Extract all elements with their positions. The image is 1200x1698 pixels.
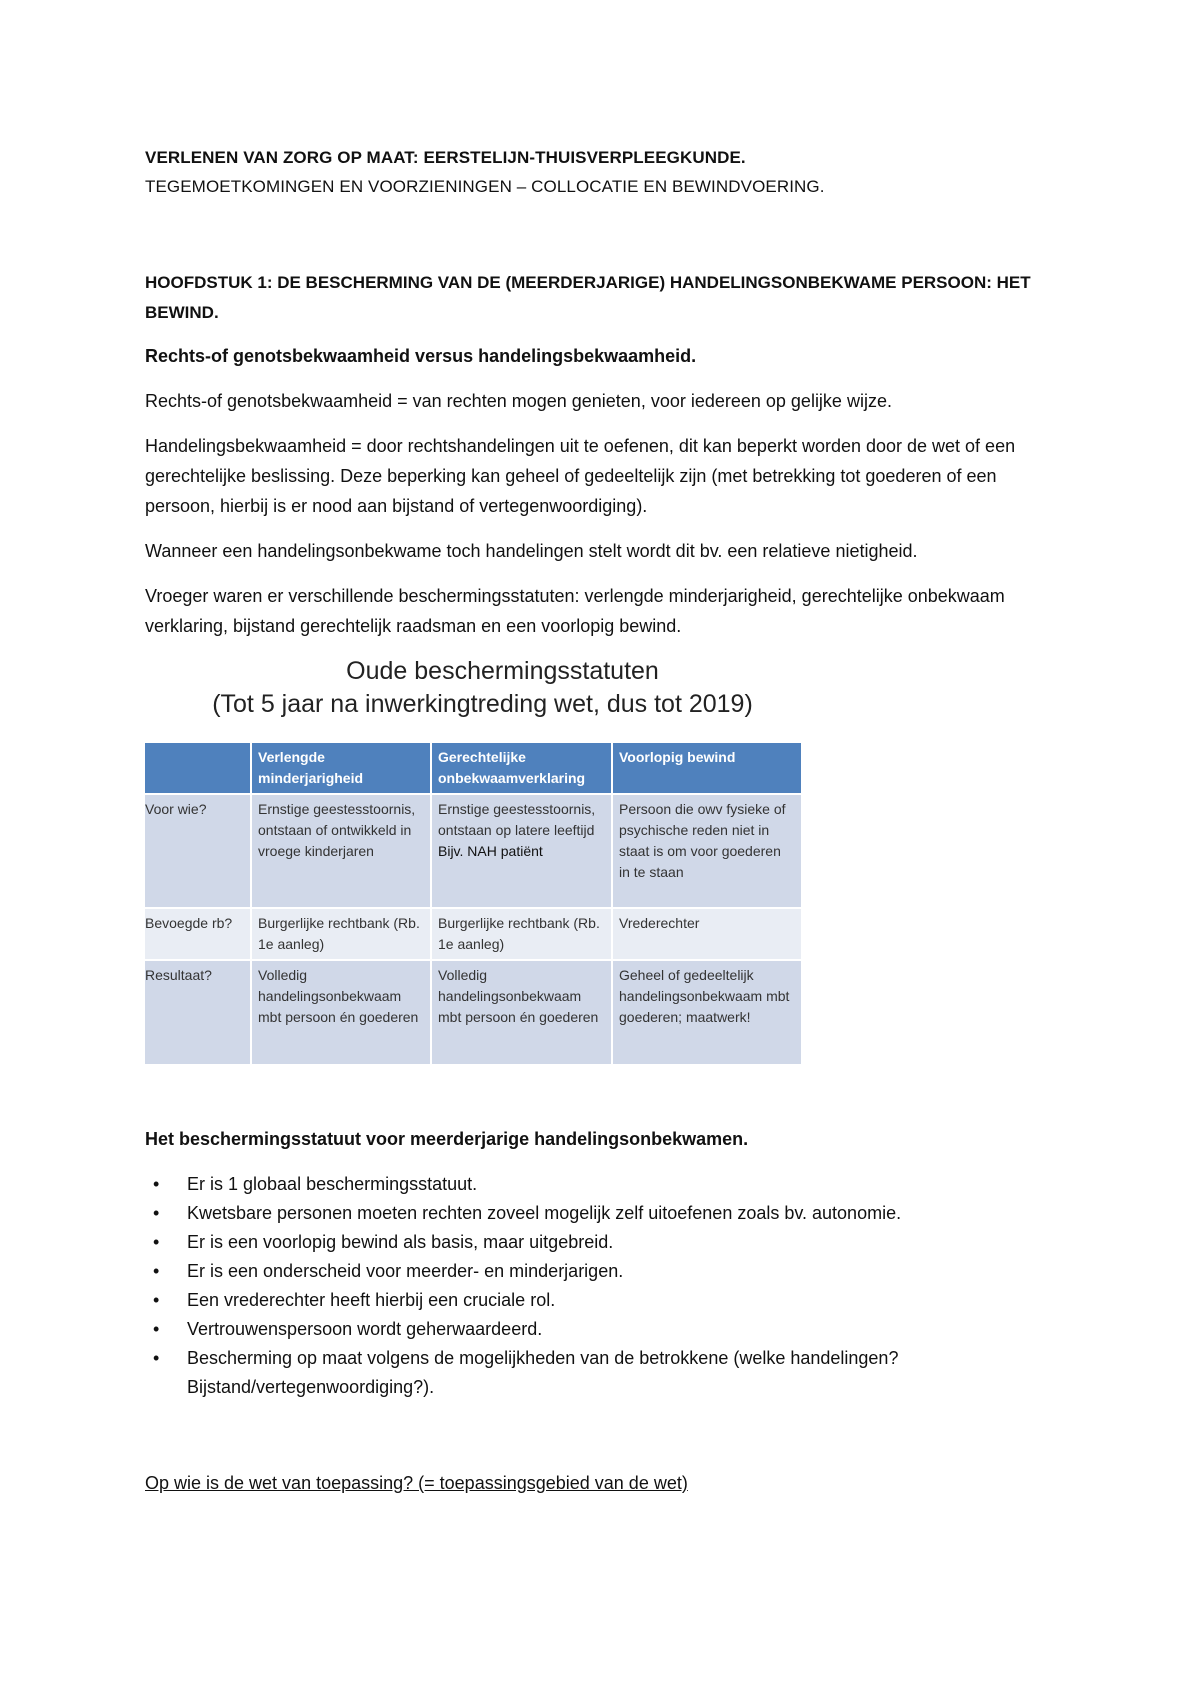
list-item: • Er is een voorlopig bewind als basis, maar uitgebreid. (145, 1228, 1045, 1257)
table-row-label: Voor wie? (145, 794, 251, 908)
paragraph-beschermingsstatuten: Vroeger waren er verschillende beschermingsstatuten: verlengde minderjarigheid, gerechtelijke onbekwaam verklaring, bijstand gerechtelijk raadsman en een voorlopig bewind. (145, 586, 1005, 636)
paragraph-nietigheid: Wanneer een handelingsonbekwame toch handelingen stelt wordt dit bv. een relatieve nietigheid. (145, 541, 918, 561)
table-cell-text: Ernstige geestesstoornis, ontstaan op latere leeftijd (438, 801, 596, 838)
table-header-cell: Verlengde minderjarigheid (251, 743, 431, 794)
table-header-cell (145, 743, 251, 794)
list-item: • Bescherming op maat volgens de mogelijkheden van de betrokkene (welke handelingen? Bijstand/vertegenwoordiging?). (145, 1344, 1045, 1402)
section-heading-bekwaamheid: Rechts-of genotsbekwaamheid versus handelingsbekwaamheid. (145, 346, 697, 366)
figure-title (145, 655, 800, 721)
paragraph-rechtsbekwaamheid: Rechts-of genotsbekwaamheid = van rechten mogen genieten, voor iedereen op gelijke wijze. (145, 391, 892, 411)
table-cell: Burgerlijke rechtbank (Rb. 1e aanleg) (251, 908, 431, 960)
table-header-cell: Voorlopig bewind (612, 743, 801, 794)
list-item: • Een vrederechter heeft hierbij een cruciale rol. (145, 1286, 1045, 1315)
chapter-heading: HOOFDSTUK 1: DE BESCHERMING VAN DE (MEERDERJARIGE) HANDELINGSONBEKWAME PERSOON: HET BEWIND. (145, 273, 1031, 322)
paragraph-handelingsbekwaamheid: Handelingsbekwaamheid = door rechtshandelingen uit te oefenen, dit kan beperkt worden door de wet of een gerechtelijke beslissing. Deze beperking kan geheel of gedeeltelijk zijn (met betrekking tot goederen of een persoon, hierbij is er nood aan bijstand of vertegenwoordiging). (145, 436, 1016, 516)
list-item: • Er is een onderscheid voor meerder- en minderjarigen. (145, 1257, 1045, 1286)
table-cell: Vrederechter (612, 908, 801, 960)
table-cell-note: Bijv. NAH patiënt (438, 843, 543, 859)
table-row-label: Resultaat? (145, 960, 251, 1064)
table-header-cell: Gerechtelijke onbekwaamverklaring (431, 743, 612, 794)
table-header-row (145, 743, 801, 794)
table-cell: Volledig handelingsonbekwaam mbt persoon én goederen (251, 960, 431, 1064)
old-statutes-table (145, 743, 801, 1064)
table-row-label: Bevoegde rb? (145, 908, 251, 960)
table-row (145, 794, 801, 908)
section-heading-toepassingsgebied: Op wie is de wet van toepassing? (= toepassingsgebied van de wet) (145, 1473, 688, 1493)
section-heading-beschermingsstatuut: Het beschermingsstatuut voor meerderjarige handelingsonbekwamen. (145, 1129, 749, 1149)
list-item: • Vertrouwenspersoon wordt geherwaardeerd. (145, 1315, 1045, 1344)
table-cell: Volledig handelingsonbekwaam mbt persoon én goederen (431, 960, 612, 1064)
list-item: • Kwetsbare personen moeten rechten zoveel mogelijk zelf uitoefenen zoals bv. autonomie. (145, 1199, 1045, 1228)
bullet-list (145, 1170, 1045, 1402)
figure-title-line2: (Tot 5 jaar na inwerkingtreding wet, dus tot 2019) (212, 690, 753, 718)
figure-title-line1: Oude beschermingsstatuten (346, 657, 659, 685)
table-cell: Ernstige geestesstoornis, ontstaan of ontwikkeld in vroege kinderjaren (251, 794, 431, 908)
document-subtitle: TEGEMOETKOMINGEN EN VOORZIENINGEN – COLLOCATIE EN BEWINDVOERING. (145, 177, 825, 196)
table-cell: Persoon die owv fysieke of psychische reden niet in staat is om voor goederen in te staan (612, 794, 801, 908)
table-cell: Geheel of gedeeltelijk handelingsonbekwaam mbt goederen; maatwerk! (612, 960, 801, 1064)
document-title: VERLENEN VAN ZORG OP MAAT: EERSTELIJN-THUISVERPLEEGKUNDE. (145, 148, 746, 167)
table-cell (431, 794, 612, 908)
table-row (145, 908, 801, 960)
list-item: • Er is 1 globaal beschermingsstatuut. (145, 1170, 1045, 1199)
table-row (145, 960, 801, 1064)
table-cell: Burgerlijke rechtbank (Rb. 1e aanleg) (431, 908, 612, 960)
